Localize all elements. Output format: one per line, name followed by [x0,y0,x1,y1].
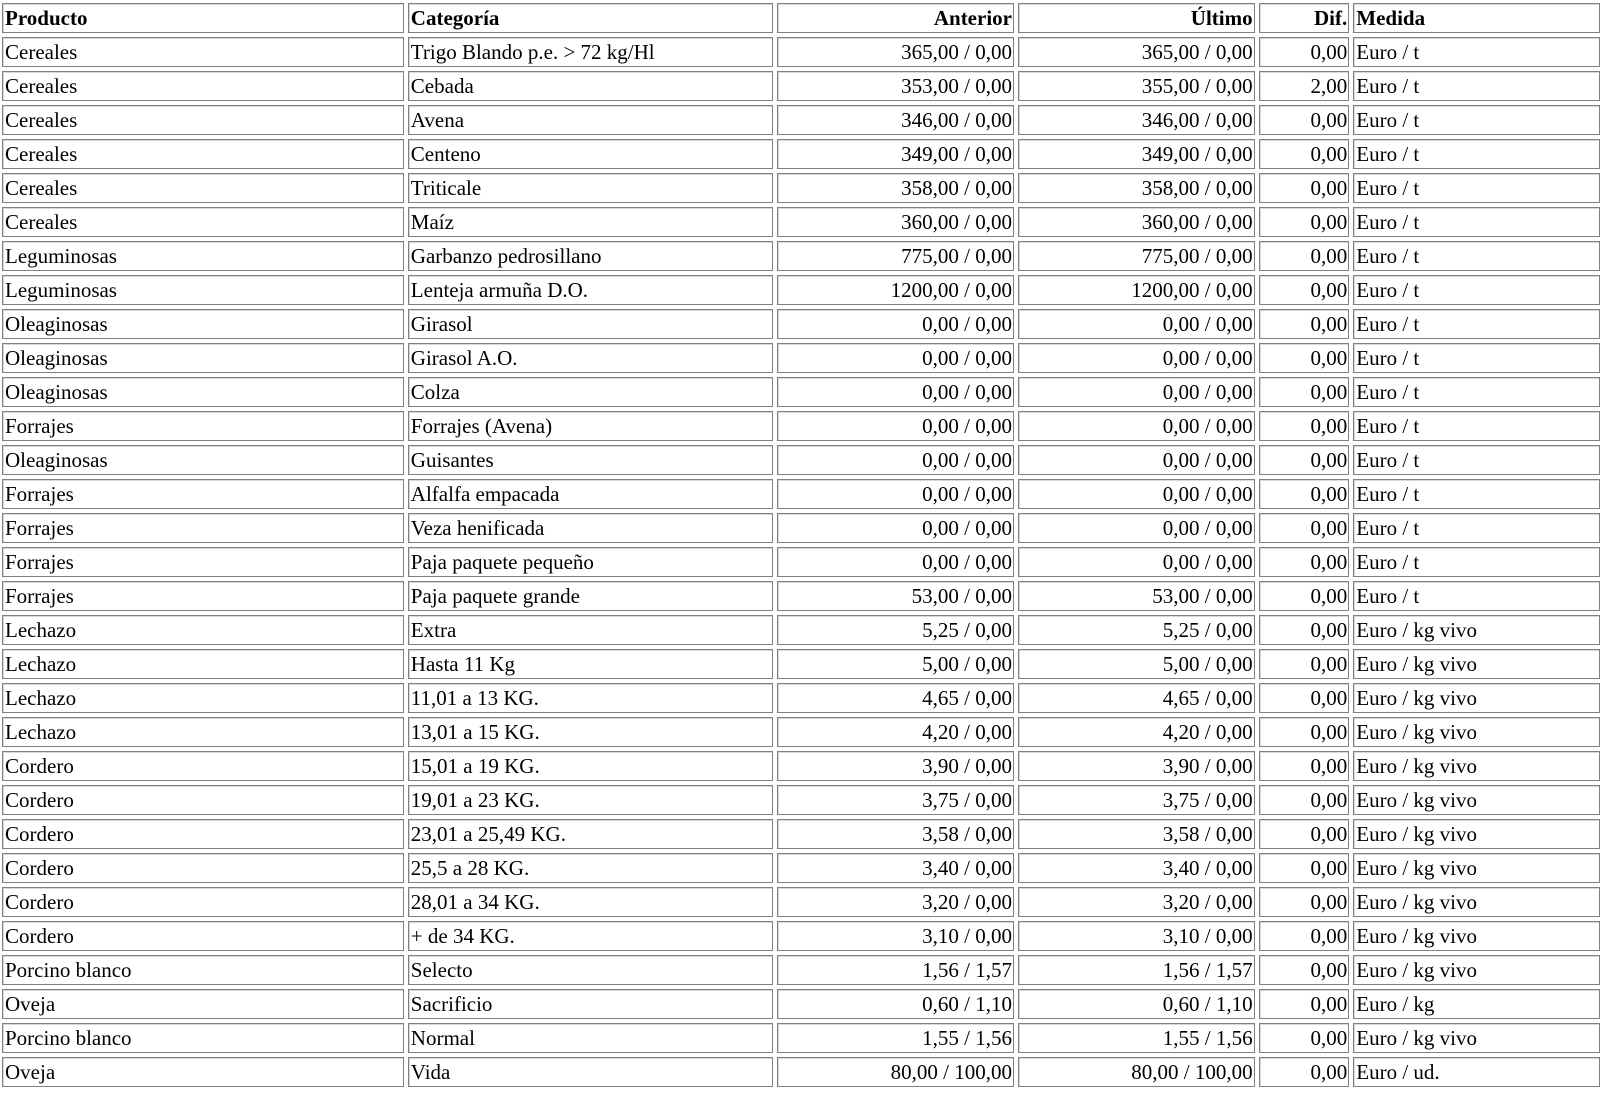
header-anterior: Anterior [777,3,1014,33]
cell-medida: Euro / t [1353,479,1600,509]
cell-producto: Porcino blanco [2,1023,404,1053]
cell-medida: Euro / kg vivo [1353,853,1600,883]
cell-producto: Forrajes [2,581,404,611]
cell-ultimo: 0,00 / 0,00 [1018,411,1255,441]
cell-anterior: 5,25 / 0,00 [777,615,1014,645]
cell-ultimo: 0,00 / 0,00 [1018,343,1255,373]
cell-producto: Oleaginosas [2,377,404,407]
cell-dif: 0,00 [1259,173,1350,203]
cell-anterior: 365,00 / 0,00 [777,37,1014,67]
cell-ultimo: 355,00 / 0,00 [1018,71,1255,101]
cell-dif: 0,00 [1259,853,1350,883]
cell-anterior: 346,00 / 0,00 [777,105,1014,135]
cell-producto: Oleaginosas [2,309,404,339]
cell-categoria: Girasol A.O. [408,343,774,373]
cell-ultimo: 1,56 / 1,57 [1018,955,1255,985]
table-row [2,649,1600,679]
header-row [2,3,1600,33]
cell-medida: Euro / kg vivo [1353,615,1600,645]
cell-ultimo: 0,00 / 0,00 [1018,547,1255,577]
cell-categoria: Centeno [408,139,774,169]
cell-dif: 0,00 [1259,615,1350,645]
cell-categoria: Lenteja armuña D.O. [408,275,774,305]
cell-anterior: 0,00 / 0,00 [777,411,1014,441]
cell-medida: Euro / kg vivo [1353,683,1600,713]
cell-anterior: 3,40 / 0,00 [777,853,1014,883]
cell-medida: Euro / kg vivo [1353,955,1600,985]
table-row [2,955,1600,985]
cell-ultimo: 4,20 / 0,00 [1018,717,1255,747]
cell-producto: Cereales [2,71,404,101]
cell-dif: 0,00 [1259,581,1350,611]
cell-medida: Euro / t [1353,377,1600,407]
cell-anterior: 3,20 / 0,00 [777,887,1014,917]
cell-dif: 0,00 [1259,241,1350,271]
table-row [2,105,1600,135]
cell-categoria: Paja paquete grande [408,581,774,611]
header-dif: Dif. [1259,3,1350,33]
cell-medida: Euro / kg vivo [1353,887,1600,917]
cell-categoria: Triticale [408,173,774,203]
table-row [2,37,1600,67]
cell-categoria: Veza henificada [408,513,774,543]
table-row [2,921,1600,951]
cell-ultimo: 3,20 / 0,00 [1018,887,1255,917]
cell-producto: Lechazo [2,683,404,713]
cell-dif: 0,00 [1259,105,1350,135]
cell-producto: Lechazo [2,649,404,679]
cell-categoria: 19,01 a 23 KG. [408,785,774,815]
cell-categoria: Trigo Blando p.e. > 72 kg/Hl [408,37,774,67]
table-row [2,615,1600,645]
cell-producto: Forrajes [2,513,404,543]
cell-medida: Euro / t [1353,275,1600,305]
cell-categoria: Guisantes [408,445,774,475]
cell-ultimo: 4,65 / 0,00 [1018,683,1255,713]
cell-ultimo: 0,60 / 1,10 [1018,989,1255,1019]
cell-dif: 0,00 [1259,921,1350,951]
cell-categoria: Maíz [408,207,774,237]
cell-dif: 0,00 [1259,139,1350,169]
cell-ultimo: 360,00 / 0,00 [1018,207,1255,237]
cell-medida: Euro / t [1353,105,1600,135]
table-row [2,887,1600,917]
header-producto: Producto [2,3,404,33]
cell-dif: 0,00 [1259,275,1350,305]
cell-ultimo: 0,00 / 0,00 [1018,377,1255,407]
cell-ultimo: 775,00 / 0,00 [1018,241,1255,271]
cell-medida: Euro / t [1353,343,1600,373]
cell-producto: Lechazo [2,615,404,645]
table-row [2,411,1600,441]
table-row [2,751,1600,781]
cell-anterior: 349,00 / 0,00 [777,139,1014,169]
cell-dif: 0,00 [1259,887,1350,917]
cell-producto: Forrajes [2,547,404,577]
table-row [2,173,1600,203]
cell-categoria: 25,5 a 28 KG. [408,853,774,883]
cell-anterior: 4,65 / 0,00 [777,683,1014,713]
cell-producto: Leguminosas [2,275,404,305]
cell-categoria: Avena [408,105,774,135]
cell-producto: Cordero [2,785,404,815]
cell-anterior: 0,00 / 0,00 [777,479,1014,509]
cell-producto: Cereales [2,37,404,67]
cell-producto: Cereales [2,139,404,169]
cell-categoria: Hasta 11 Kg [408,649,774,679]
cell-categoria: + de 34 KG. [408,921,774,951]
cell-dif: 0,00 [1259,785,1350,815]
cell-medida: Euro / kg vivo [1353,649,1600,679]
table-row [2,547,1600,577]
cell-medida: Euro / t [1353,71,1600,101]
cell-anterior: 0,00 / 0,00 [777,513,1014,543]
table-row [2,241,1600,271]
cell-categoria: Cebada [408,71,774,101]
cell-ultimo: 5,25 / 0,00 [1018,615,1255,645]
cell-categoria: 13,01 a 15 KG. [408,717,774,747]
cell-ultimo: 3,58 / 0,00 [1018,819,1255,849]
cell-anterior: 80,00 / 100,00 [777,1057,1014,1087]
cell-producto: Cereales [2,207,404,237]
cell-ultimo: 3,10 / 0,00 [1018,921,1255,951]
cell-categoria: 23,01 a 25,49 KG. [408,819,774,849]
cell-anterior: 1,55 / 1,56 [777,1023,1014,1053]
cell-producto: Oveja [2,989,404,1019]
cell-medida: Euro / t [1353,139,1600,169]
cell-dif: 0,00 [1259,989,1350,1019]
cell-anterior: 0,60 / 1,10 [777,989,1014,1019]
cell-anterior: 1,56 / 1,57 [777,955,1014,985]
cell-anterior: 358,00 / 0,00 [777,173,1014,203]
cell-medida: Euro / t [1353,547,1600,577]
cell-categoria: Sacrificio [408,989,774,1019]
cell-anterior: 775,00 / 0,00 [777,241,1014,271]
cell-dif: 0,00 [1259,377,1350,407]
cell-producto: Cordero [2,751,404,781]
cell-categoria: Selecto [408,955,774,985]
table-row [2,377,1600,407]
cell-medida: Euro / t [1353,411,1600,441]
table-row [2,989,1600,1019]
cell-anterior: 0,00 / 0,00 [777,547,1014,577]
cell-medida: Euro / t [1353,37,1600,67]
cell-categoria: Extra [408,615,774,645]
cell-categoria: Garbanzo pedrosillano [408,241,774,271]
cell-ultimo: 1,55 / 1,56 [1018,1023,1255,1053]
table-row [2,207,1600,237]
cell-producto: Forrajes [2,479,404,509]
cell-categoria: Paja paquete pequeño [408,547,774,577]
cell-dif: 0,00 [1259,955,1350,985]
cell-anterior: 53,00 / 0,00 [777,581,1014,611]
cell-dif: 0,00 [1259,1023,1350,1053]
cell-ultimo: 349,00 / 0,00 [1018,139,1255,169]
cell-medida: Euro / t [1353,173,1600,203]
cell-ultimo: 80,00 / 100,00 [1018,1057,1255,1087]
table-row [2,275,1600,305]
cell-dif: 0,00 [1259,547,1350,577]
cell-anterior: 3,10 / 0,00 [777,921,1014,951]
cell-producto: Cordero [2,887,404,917]
cell-anterior: 3,58 / 0,00 [777,819,1014,849]
table-row [2,1057,1600,1087]
cell-dif: 0,00 [1259,343,1350,373]
table-row [2,71,1600,101]
cell-producto: Forrajes [2,411,404,441]
cell-categoria: 28,01 a 34 KG. [408,887,774,917]
cell-dif: 0,00 [1259,649,1350,679]
cell-medida: Euro / kg vivo [1353,1023,1600,1053]
cell-anterior: 3,75 / 0,00 [777,785,1014,815]
cell-producto: Cordero [2,921,404,951]
cell-anterior: 0,00 / 0,00 [777,343,1014,373]
cell-anterior: 0,00 / 0,00 [777,445,1014,475]
cell-categoria: Colza [408,377,774,407]
cell-dif: 0,00 [1259,683,1350,713]
cell-medida: Euro / t [1353,581,1600,611]
cell-ultimo: 346,00 / 0,00 [1018,105,1255,135]
table-row [2,309,1600,339]
cell-medida: Euro / kg vivo [1353,751,1600,781]
cell-anterior: 360,00 / 0,00 [777,207,1014,237]
cell-ultimo: 0,00 / 0,00 [1018,479,1255,509]
cell-ultimo: 0,00 / 0,00 [1018,445,1255,475]
cell-ultimo: 5,00 / 0,00 [1018,649,1255,679]
cell-ultimo: 53,00 / 0,00 [1018,581,1255,611]
cell-anterior: 4,20 / 0,00 [777,717,1014,747]
cell-anterior: 3,90 / 0,00 [777,751,1014,781]
cell-categoria: Forrajes (Avena) [408,411,774,441]
cell-producto: Cereales [2,105,404,135]
cell-categoria: Alfalfa empacada [408,479,774,509]
cell-dif: 0,00 [1259,207,1350,237]
cell-dif: 0,00 [1259,37,1350,67]
cell-medida: Euro / t [1353,513,1600,543]
cell-anterior: 353,00 / 0,00 [777,71,1014,101]
cell-medida: Euro / ud. [1353,1057,1600,1087]
cell-ultimo: 3,75 / 0,00 [1018,785,1255,815]
cell-dif: 0,00 [1259,445,1350,475]
cell-producto: Porcino blanco [2,955,404,985]
cell-producto: Lechazo [2,717,404,747]
header-ultimo: Último [1018,3,1255,33]
cell-categoria: Normal [408,1023,774,1053]
cell-medida: Euro / kg vivo [1353,819,1600,849]
table-row [2,445,1600,475]
cell-categoria: 15,01 a 19 KG. [408,751,774,781]
cell-dif: 0,00 [1259,717,1350,747]
cell-anterior: 0,00 / 0,00 [777,377,1014,407]
table-row [2,853,1600,883]
table-row [2,1023,1600,1053]
table-row [2,343,1600,373]
cell-medida: Euro / t [1353,207,1600,237]
cell-dif: 2,00 [1259,71,1350,101]
cell-ultimo: 0,00 / 0,00 [1018,309,1255,339]
cell-producto: Cordero [2,819,404,849]
cell-ultimo: 3,90 / 0,00 [1018,751,1255,781]
cell-anterior: 5,00 / 0,00 [777,649,1014,679]
cell-producto: Cordero [2,853,404,883]
cell-dif: 0,00 [1259,513,1350,543]
table-row [2,819,1600,849]
table-row [2,683,1600,713]
cell-ultimo: 1200,00 / 0,00 [1018,275,1255,305]
cell-ultimo: 358,00 / 0,00 [1018,173,1255,203]
cell-categoria: Girasol [408,309,774,339]
cell-anterior: 0,00 / 0,00 [777,309,1014,339]
cell-dif: 0,00 [1259,479,1350,509]
table-body [2,37,1600,1087]
cell-anterior: 1200,00 / 0,00 [777,275,1014,305]
cell-medida: Euro / kg vivo [1353,921,1600,951]
cell-medida: Euro / kg vivo [1353,717,1600,747]
cell-dif: 0,00 [1259,751,1350,781]
cell-medida: Euro / kg [1353,989,1600,1019]
cell-ultimo: 365,00 / 0,00 [1018,37,1255,67]
cell-categoria: Vida [408,1057,774,1087]
table-row [2,581,1600,611]
cell-dif: 0,00 [1259,819,1350,849]
header-medida: Medida [1353,3,1600,33]
table-row [2,513,1600,543]
cell-producto: Oleaginosas [2,343,404,373]
table-row [2,139,1600,169]
cell-producto: Cereales [2,173,404,203]
cell-producto: Leguminosas [2,241,404,271]
cell-categoria: 11,01 a 13 KG. [408,683,774,713]
cell-medida: Euro / kg vivo [1353,785,1600,815]
header-categoria: Categoría [408,3,774,33]
table-row [2,717,1600,747]
cell-dif: 0,00 [1259,309,1350,339]
cell-producto: Oveja [2,1057,404,1087]
cell-ultimo: 3,40 / 0,00 [1018,853,1255,883]
cell-ultimo: 0,00 / 0,00 [1018,513,1255,543]
cell-medida: Euro / t [1353,445,1600,475]
cell-dif: 0,00 [1259,1057,1350,1087]
table-row [2,785,1600,815]
cell-medida: Euro / t [1353,309,1600,339]
cell-medida: Euro / t [1353,241,1600,271]
cell-producto: Oleaginosas [2,445,404,475]
table-row [2,479,1600,509]
cell-dif: 0,00 [1259,411,1350,441]
